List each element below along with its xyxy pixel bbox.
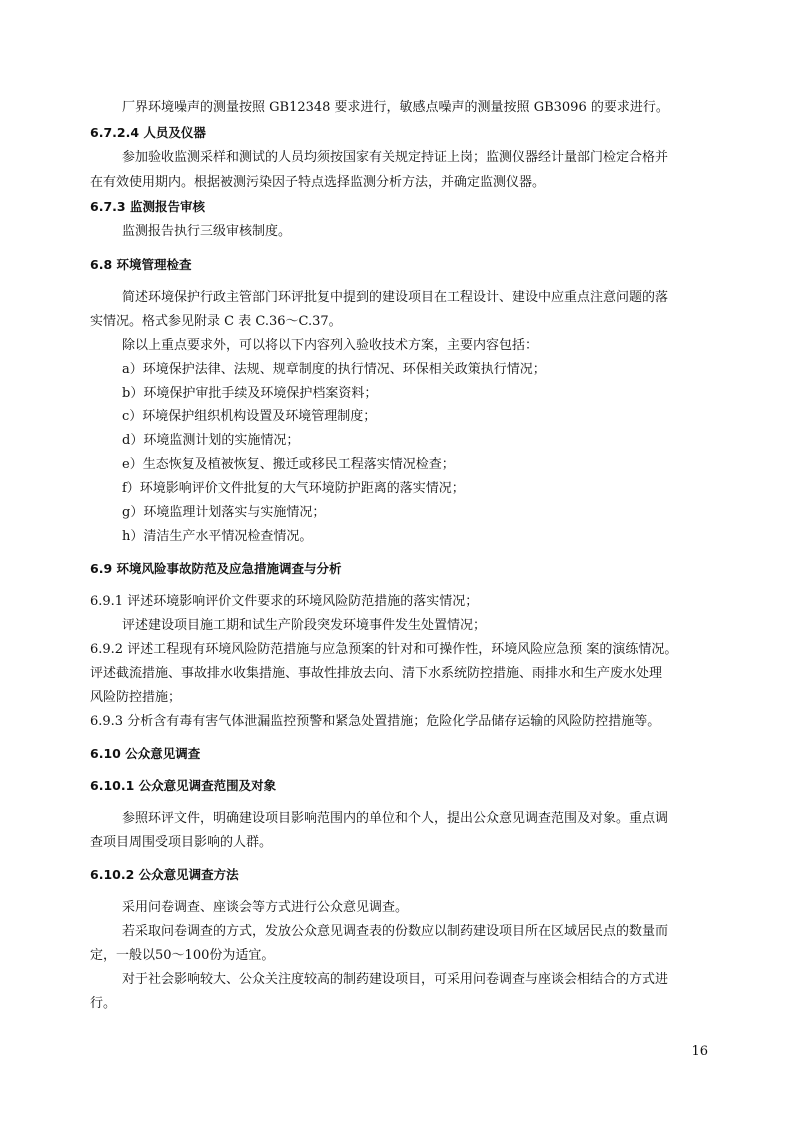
list-item: h）清洁生产水平情况检查情况。 xyxy=(122,529,313,544)
paragraph-line: 厂界环境噪声的测量按照 GB12348 要求进行，敏感点噪声的测量按照 GB3096 的要求进行。 xyxy=(122,100,669,115)
paragraph-line: 在有效使用期内。根据被测污染因子特点选择监测分析方法，并确定监测仪器。 xyxy=(90,175,546,190)
paragraph-line: 实情况。格式参见附录 C 表 C.36～C.37。 xyxy=(90,314,342,329)
subsection-heading-6-10-1: 6.10.1 公众意见调查范围及对象 xyxy=(90,778,277,793)
paragraph-line: 查项目周围受项目影响的人群。 xyxy=(90,835,273,850)
subsection-heading-6-10-2: 6.10.2 公众意见调查方法 xyxy=(90,867,239,882)
paragraph-line: 风险防控措施； xyxy=(90,690,182,705)
paragraph-line: 监测报告执行三级审核制度。 xyxy=(122,224,292,239)
paragraph-line: 定，一般以50～100份为适宜。 xyxy=(90,948,275,963)
page-number: 16 xyxy=(691,1044,708,1059)
paragraph-line: 评述截流措施、事故排水收集措施、事故性排放去向、清下水系统防控措施、雨排水和生产废水处理 xyxy=(90,666,663,681)
paragraph-line: 对于社会影响较大、公众关注度较高的制药建设项目，可采用问卷调查与座谈会相结合的方式进 xyxy=(122,972,669,987)
list-item: e）生态恢复及植被恢复、搬迁或移民工程落实情况检查； xyxy=(122,457,455,472)
paragraph-line: 参加验收监测采样和测试的人员均须按国家有关规定持证上岗；监测仪器经计量部门检定合格并 xyxy=(122,150,669,165)
list-item: d）环境监测计划的实施情况； xyxy=(122,433,300,448)
section-heading-6-10: 6.10 公众意见调查 xyxy=(90,746,201,761)
list-item: b）环境保护审批手续及环境保护档案资料； xyxy=(122,386,378,401)
paragraph-line: 6.9.3 分析含有毒有害气体泄漏监控预警和紧急处置措施；危险化学品储存运输的风险防控措施等。 xyxy=(90,714,661,729)
subsection-heading-6-7-3: 6.7.3 监测报告审核 xyxy=(90,199,205,214)
paragraph-line: 除以上重点要求外，可以将以下内容列入验收技术方案，主要内容包括： xyxy=(122,338,539,353)
paragraph-line: 6.9.2 评述工程现有环境风险防范措施与应急预案的针对和可操作性，环境风险应急预 案的演练情况。 xyxy=(90,642,678,657)
list-item: f）环境影响评价文件批复的大气环境防护距离的落实情况； xyxy=(122,481,465,496)
paragraph-line: 评述建设项目施工期和试生产阶段突发环境事件发生处置情况； xyxy=(122,618,487,633)
paragraph-line: 简述环境保护行政主管部门环评批复中提到的建设项目在工程设计、建设中应重点注意问题的落 xyxy=(122,290,669,305)
list-item: a）环境保护法律、法规、规章制度的执行情况、环保相关政策执行情况； xyxy=(122,362,546,377)
list-item: c）环境保护组织机构设置及环境管理制度； xyxy=(122,409,377,424)
paragraph-line: 6.9.1 评述环境影响评价文件要求的环境风险防范措施的落实情况； xyxy=(90,594,479,609)
section-heading-6-9: 6.9 环境风险事故防范及应急措施调查与分析 xyxy=(90,561,342,576)
list-item: g）环境监理计划落实与实施情况； xyxy=(122,505,326,520)
paragraph-line: 采用问卷调查、座谈会等方式进行公众意见调查。 xyxy=(122,900,409,915)
paragraph-line: 若采取问卷调查的方式，发放公众意见调查表的份数应以制药建设项目所在区域居民点的数量而 xyxy=(122,924,669,939)
paragraph-line: 参照环评文件，明确建设项目影响范围内的单位和个人，提出公众意见调查范围及对象。重点调 xyxy=(122,811,669,826)
paragraph-line: 行。 xyxy=(90,996,117,1011)
section-heading-6-8: 6.8 环境管理检查 xyxy=(90,257,192,272)
subsection-heading-6-7-2-4: 6.7.2.4 人员及仪器 xyxy=(90,125,206,140)
